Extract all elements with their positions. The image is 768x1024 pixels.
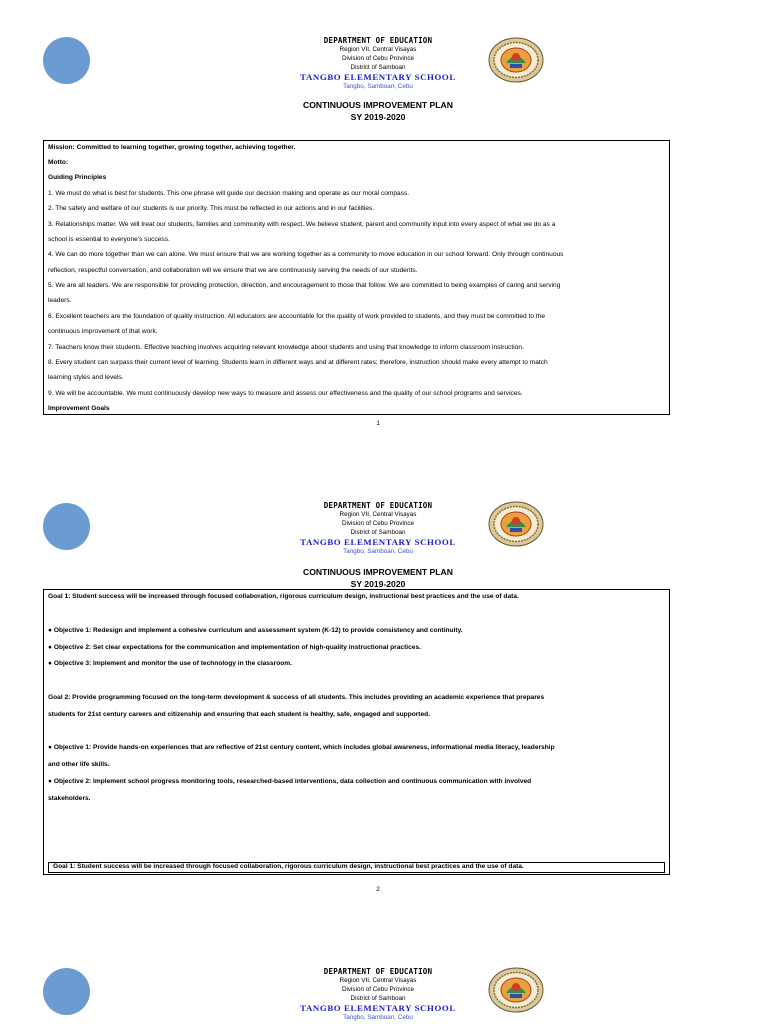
principle-line: learning styles and levels. bbox=[48, 374, 124, 381]
principle-line: 8. Every student can surpass their current level of learning. Students learn in different ways and at different rates; therefore, instruction should make every attempt to match bbox=[48, 359, 548, 366]
blue-circle-logo bbox=[43, 503, 90, 550]
letterhead bbox=[278, 501, 478, 556]
school-seal-logo bbox=[488, 501, 544, 547]
school-seal-logo bbox=[488, 37, 544, 83]
school-address: Tangbo, Samboan, Cebu bbox=[343, 548, 413, 555]
letterhead bbox=[278, 967, 478, 1022]
school-name: TANGBO ELEMENTARY SCHOOL bbox=[300, 537, 456, 547]
goal-2-objective: ● Objective 1: Provide hands-on experiences that are reflective of 21st century content, which includes global awareness, informational media literacy, leadership bbox=[48, 744, 555, 751]
principle-line: continuous improvement of that work. bbox=[48, 328, 158, 335]
blue-circle-logo bbox=[43, 37, 90, 84]
goal-2-objective: stakeholders. bbox=[48, 795, 91, 802]
plan-title-text: CONTINUOUS IMPROVEMENT PLAN bbox=[303, 100, 453, 110]
principle-line: 2. The safety and welfare of our students is our priority. This must be reflected in our actions and in our facilities. bbox=[48, 205, 375, 212]
improvement-goals-heading: Improvement Goals bbox=[48, 405, 110, 412]
principle-line: 1. We must do what is best for students. This one phrase will guide our decision making and operate as our moral compass. bbox=[48, 190, 410, 197]
letterhead bbox=[278, 36, 478, 91]
goals-box bbox=[43, 589, 670, 875]
blue-circle-logo bbox=[43, 968, 90, 1015]
goal-2-objective: ● Objective 2: Implement school progress monitoring tools, researched-based interventions, data collection and continuous communication with involved bbox=[48, 778, 532, 785]
mission: Mission: Committed to learning together, growing together, achieving together. bbox=[48, 144, 296, 151]
region: Region VII, Central Visayas bbox=[339, 977, 417, 984]
region: Region VII, Central Visayas bbox=[339, 46, 417, 53]
department-name: DEPARTMENT OF EDUCATION bbox=[323, 501, 433, 510]
principle-line: leaders. bbox=[48, 297, 72, 304]
principle-line: 3. Relationships matter. We will treat our students, families and community with respect. We believe student, parent and community input into every aspect of what we do as a bbox=[48, 221, 556, 228]
division: Division of Cebu Province bbox=[341, 986, 415, 993]
goal-2: Goal 2: Provide programming focused on the long-term development & success of all students. This includes providing an academic experience that prepares bbox=[48, 694, 545, 701]
division: Division of Cebu Province bbox=[341, 55, 415, 62]
school-seal-logo bbox=[488, 967, 544, 1013]
district: District of Samboan bbox=[350, 995, 406, 1002]
principle-line: 6. Excellent teachers are the foundation of quality instruction. All educators are accountable for the quality of work provided to students, and they must be committed to the bbox=[48, 313, 546, 320]
division: Division of Cebu Province bbox=[341, 520, 415, 527]
page-number: 2 bbox=[376, 886, 380, 893]
school-year: SY 2019-2020 bbox=[350, 579, 406, 589]
principle-line: 9. We will be accountable. We must continuously develop new ways to measure and assess our effectiveness and the quality of our school programs and services. bbox=[48, 390, 523, 397]
district: District of Samboan bbox=[350, 64, 406, 71]
department-name: DEPARTMENT OF EDUCATION bbox=[323, 967, 433, 976]
goal-1-objective: ● Objective 1: Redesign and implement a cohesive curriculum and assessment system (K-12) to provide consistency and continuity. bbox=[48, 627, 463, 634]
principle-line: reflection, respectful conversation, and collaboration will we ensure that we are continuously serving the needs of our students. bbox=[48, 267, 418, 274]
repeated-goal-box: Goal 1: Student success will be increased through focused collaboration, rigorous curriculum design, instructional best practices and the use of data. bbox=[48, 862, 665, 873]
school-year: SY 2019-2020 bbox=[350, 112, 406, 122]
goal-1-objective: ● Objective 2: Set clear expectations for the communication and implementation of high-quality instructional practices. bbox=[48, 644, 421, 651]
principle-line: school is essential to everyone's success. bbox=[48, 236, 170, 243]
school-address: Tangbo, Samboan, Cebu bbox=[343, 1014, 413, 1021]
school-name: TANGBO ELEMENTARY SCHOOL bbox=[300, 1003, 456, 1013]
region: Region VII, Central Visayas bbox=[339, 511, 417, 518]
goal-2-objective: and other life skills. bbox=[48, 761, 110, 768]
goal-1-objective: ● Objective 3: Implement and monitor the use of technology in the classroom. bbox=[48, 660, 292, 667]
district: District of Samboan bbox=[350, 529, 406, 536]
page-number: 1 bbox=[376, 420, 380, 427]
mission-box bbox=[43, 140, 670, 415]
department-name: DEPARTMENT OF EDUCATION bbox=[323, 36, 433, 45]
school-address: Tangbo, Samboan, Cebu bbox=[343, 83, 413, 90]
goal-2: students for 21st century careers and citizenship and ensuring that each student is healthy, safe, engaged and supported. bbox=[48, 711, 431, 718]
plan-title-text: CONTINUOUS IMPROVEMENT PLAN bbox=[303, 567, 453, 577]
principle-line: 7. Teachers know their students. Effective teaching involves acquiring relevant knowledge about students and using that knowledge to inform classroom instruction. bbox=[48, 344, 524, 351]
plan-title bbox=[228, 566, 528, 590]
school-name: TANGBO ELEMENTARY SCHOOL bbox=[300, 72, 456, 82]
plan-title bbox=[228, 99, 528, 123]
principle-line: 4. We can do more together than we can alone. We must ensure that we are working together as a community to move education in our school forward. Only through continuous bbox=[48, 251, 564, 258]
motto: Motto: bbox=[48, 159, 69, 166]
principle-line: 5. We are all leaders. We are responsible for providing protection, direction, and encouragement to those that follow. We are committed to being examples of caring and serving bbox=[48, 282, 561, 289]
guiding-principles-heading: Guiding Principles bbox=[48, 174, 107, 181]
goal-1: Goal 1: Student success will be increased through focused collaboration, rigorous curriculum design, instructional best practices and the use of data. bbox=[48, 593, 519, 600]
